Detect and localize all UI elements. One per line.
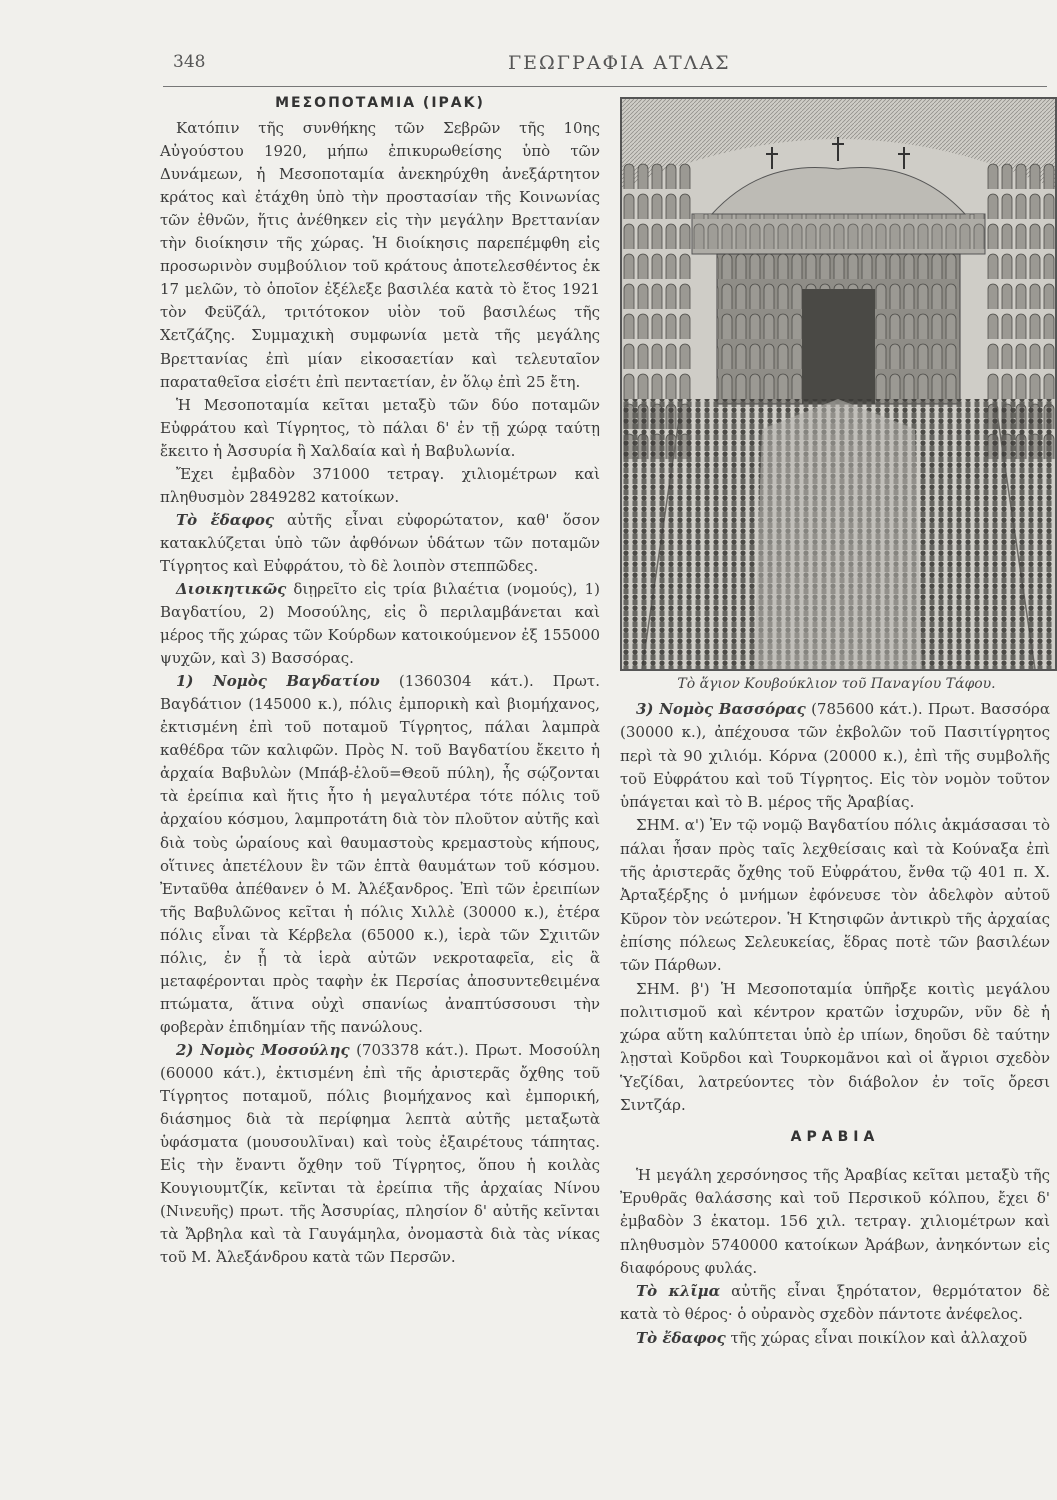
running-title: ΓΕΩΓΡΑΦΙΑ ΑΤΛΑΣ: [508, 52, 731, 74]
paragraph: [620, 698, 1050, 814]
paragraph: Ἡ μεγάλη χερσόνησος τῆς Ἀραβίας κεῖται μεταξὺ τῆς Ἐρυθρᾶς θαλάσσης καὶ τοῦ Περσικοῦ κόλπου, ἔχει δ' ἐμβαδὸν 3 ἑκατομ. 156 χιλ. τετραγ. χιλιομέτρων καὶ πληθυσμὸν 5740000 κατοίκων Ἀράβων, ἀνηκόντων εἰς διαφόρους φυλάς.: [620, 1165, 1050, 1277]
note-text: Ἡ Μεσοποταμία ὑπῆρξε κοιτὶς μεγάλου πολιτισμοῦ καὶ κέντρον κρατῶν ἰσχυρῶν, νῦν δὲ ἡ χώρα αὕτη καλύπτεται ὑπὸ ἐρ ιπίων, δηοῦσι δὲ ταύτην λῃσταὶ Κοῦρδοι καὶ Τουρκομᾶνοι καὶ οἱ ἄγριοι σχεδὸν Ὑεζίδαι, λατρεύοντες τὸν διάβολον ἐν τοῖς ὄρεσι Σιντζάρ.: [620, 979, 1050, 1115]
paragraph: [620, 1280, 1050, 1327]
paragraph-text: (785600 κάτ.). Πρωτ. Βασσόρα (30000 κ.), ἀπέχουσα τῶν ἐκβολῶν τοῦ Πασιτίγρητος περὶ τὰ 90 χιλιόμ. Κόρνα (20000 κ.), ἐπὶ τῆς συμβολῆς τοῦ Εὐφράτου καὶ τοῦ Τίγρητος. Εἰς τὸν νομὸν τοῦτον ὑπάγεται καὶ τὸ Β. μέρος τῆς Ἀραβίας.: [620, 700, 1050, 812]
paragraph: Ἡ Μεσοποταμία κεῖται μεταξὺ τῶν δύο ποταμῶν Εὐφράτου καὶ Τίγρητος, τὸ πάλαι δ' ἐν τῇ χώρᾳ ταύτῃ ἔκειτο ἡ Ἀσσυρία ἢ Χαλδαία καὶ ἡ Βαβυλωνία.: [160, 395, 600, 460]
left-column: [160, 92, 600, 1269]
procession-aisle: [754, 399, 922, 669]
paragraph-text: τῆς χώρας εἶναι ποικίλον καὶ ἀλλαχοῦ: [730, 1328, 1028, 1347]
page-number: 348: [173, 52, 206, 72]
paragraph-lead: Τὸ ἔδαφος: [176, 510, 275, 529]
paragraph: Ἔχει ἐμβαδὸν 371000 τετραγ. χιλιομέτρων καὶ πληθυσμὸν 2849282 κατοίκων.: [160, 464, 600, 506]
paragraph-text: (703378 κάτ.). Πρωτ. Μοσούλη (60000 κάτ.), ἐκτισμένη ἐπὶ τῆς ἀριστερᾶς ὄχθης τοῦ Τίγρητος ποταμοῦ, πόλις βιομήχανος καὶ ἐμπορική, διάσημος διὰ τὰ περίφημα λεπτὰ αὐτῆς μεταξωτὰ ὑφάσματα (μουσουλῖναι) καὶ τοὺς ἐξαιρέτους τάπητας. Εἰς τὴν ἔναντι ὄχθην τοῦ Τίγρητος, ὅπου ἡ κοιλὰς Κουγιουμτζίκ, κεῖνται τὰ ἐρείπια τῆς ἀρχαίας Νίνου (Νινευῆς) πρωτ. τῆς Ἀσσυρίας, πλησίον δ' αὐτῆς κεῖνται τὰ Ἄρβηλα καὶ τὰ Γαυγάμηλα, ὀνομαστὰ διὰ τὰς νίκας τοῦ Μ. Ἀλεξάνδρου κατὰ τῶν Περσῶν.: [160, 1040, 600, 1267]
paragraph-text: αὐτῆς εἶναι ξηρότατον, θερμότατον δὲ κατὰ τὸ θέρος· ὁ οὐρανὸς σχεδὸν πάντοτε ἀνέφελος.: [620, 1282, 1050, 1324]
paragraph-lead: Τὸ κλῖμα: [636, 1282, 721, 1301]
paragraph: [160, 578, 600, 670]
paragraph-text: αὐτῆς εἶναι εὐφορώτατον, καθ' ὅσον κατακλύζεται ὑπὸ τῶν ἀφθόνων ὑδάτων τῶν ποταμῶν Τίγρητος καὶ Εὐφράτου, τὸ δὲ λοιπὸν στεππῶδες.: [160, 510, 600, 575]
paragraph-lead: Τὸ ἔδαφος: [636, 1328, 726, 1347]
note-label: ΣΗΜ. α'): [636, 816, 705, 835]
figure-caption: Τὸ ἅγιον Κουβούκλιον τοῦ Παναγίου Τάφου.: [677, 676, 996, 692]
section-title-arabia: ΑΡΑΒΙΑ: [790, 1129, 880, 1146]
paragraph-text: διῃρεῖτο εἰς τρία βιλαέτια (νομούς), 1) Βαγδατίου, 2) Μοσούλης, εἰς ὃ περιλαμβάνεται καὶ μέρος τῆς χώρας τῶν Κούρδων κατοικούμενον ἐξ 155000 ψυχῶν, καὶ 3) Βασσόρας.: [160, 579, 600, 668]
paragraph: Κατόπιν τῆς συνθήκης τῶν Σεβρῶν τῆς 10ης Αὐγούστου 1920, μήπω ἐπικυρωθείσης ὑπὸ τῶν Δυνάμεων, ἡ Μεσοποταμία ἀνεκηρύχθη ἀνεξάρτητον κράτος καὶ ἐτάχθη ὑπὸ τὴν προστασίαν τῆς Κοινωνίας τῶν ἐθνῶν, ἥτις ἀνέθηκεν εἰς τὴν μεγάλην Βρεττανίαν τὴν διοίκησιν τῆς χώρας. Ἡ διοίκησις παρεπέμφθη εἰς προσωρινὸν συμβούλιον τοῦ κράτους ἀποτελεσθέντος ἐκ 17 μελῶν, τὸ ὁποῖον ἐξέλεξε βασιλέα κατὰ τὸ ἔτος 1921 τὸν Φεϋζάλ, τριτότοκον υἱὸν τοῦ βασιλέως τῆς Χετζάζης. Συμμαχικὴ συμφωνία μετὰ τῆς μεγάλης Βρεττανίας ἐπὶ μίαν εἰκοσαετίαν καὶ τελευταῖον παραταθεῖσα εἰσέτι ἐπὶ πενταετίαν, ἐν ὅλῳ ἐπὶ 25 ἔτη.: [160, 119, 600, 391]
note: [620, 814, 1050, 977]
note-label: ΣΗΜ. β'): [636, 979, 710, 998]
illustration-holy-sepulchre: [620, 97, 1057, 671]
paragraph: [160, 509, 600, 578]
paragraph-lead: 2) Νομὸς Μοσούλης: [176, 1040, 350, 1059]
paragraph: [160, 1039, 600, 1269]
page-header: [163, 46, 1047, 87]
edicule-door: [802, 289, 875, 404]
note: [620, 978, 1050, 1118]
paragraph-lead: 3) Νομὸς Βασσόρας: [636, 700, 806, 718]
paragraph-lead: Διοικητικῶς: [176, 579, 287, 598]
paragraph: [620, 1327, 1050, 1350]
right-column: [620, 698, 1050, 1350]
engraving-drawing: [622, 99, 1055, 669]
note-text: Ἐν τῷ νομῷ Βαγδατίου πόλις ἀκμάσασαι τὸ πάλαι ἦσαν πρὸς ταῖς λεχθείσαις καὶ τὰ Κούναξα ἐπὶ τῆς ἀριστερᾶς ὄχθης τοῦ Εὐφράτου, ἔνθα τῷ 401 π. Χ. Ἀρταξέρξης ὁ μνήμων ἐφόνευσε τὸν ἀδελφὸν αὐτοῦ Κῦρον τὸν νεώτερον. Ἡ Κτησιφῶν ἀντικρὺ τῆς ἀρχαίας ἐπίσης πόλεως Σελευκείας, ἕδρας ποτὲ τῶν βασιλέων τῶν Πάρθων.: [620, 816, 1051, 975]
paragraph-text: (1360304 κάτ.). Πρωτ. Βαγδάτιον (145000 κ.), πόλις ἐμπορικὴ καὶ βιομήχανος, ἐκτισμένη ἐπὶ τοῦ ποταμοῦ Τίγρητος, πάλαι λαμπρὰ καθέδρα τῶν καλιφῶν. Πρὸς Ν. τοῦ Βαγδατίου ἔκειτο ἡ ἀρχαία Βαβυλὼν (Μπάβ-ἐλοῦ=Θεοῦ πύλη), ἧς σῴζονται τὰ ἐρείπια καὶ ἥτις ἦτο ἡ μεγαλυτέρα τότε πόλις τοῦ ἀρχαίου κόσμου, λαμπροτάτη διὰ τὸν πλοῦτον αὐτῆς καὶ διὰ τοὺς ὡραίους καὶ θαυμαστοὺς κρεμαστοὺς κήπους, οἵτινες ἀπετέλουν ἓν τῶν ἑπτὰ θαυμάτων τοῦ κόσμου. Ἐνταῦθα ἀπέθανεν ὁ Μ. Ἀλέξανδρος. Ἐπὶ τῶν ἐρειπίων τῆς Βαβυλῶνος κεῖται ἡ πόλις Χιλλὲ (30000 κ.), ἑτέρα πόλις εἶναι τὰ Κέρβελα (65000 κ.), ἱερὰ τῶν Σχιιτῶν πόλις, ἐν ᾗ τὰ ἱερὰ αὐτῶν νεκροταφεῖα, εἰς ἃ μεταφέρονται πρὸς ταφὴν ἐκ Περσίας ἀποσυντεθειμένα πτώματα, ἅτινα οὐχὶ σπανίως ἀναπτύσσουσι τὴν φοβερὰν ἐπιδημίαν τῆς πανώλους.: [160, 672, 600, 1036]
paragraph-lead: 1) Νομὸς Βαγδατίου: [176, 672, 380, 691]
paragraph: [160, 670, 600, 1039]
section-title-mesopotamia: ΜΕΣΟΠΟΤΑΜΙΑ (ΙΡΑΚ): [275, 95, 485, 111]
